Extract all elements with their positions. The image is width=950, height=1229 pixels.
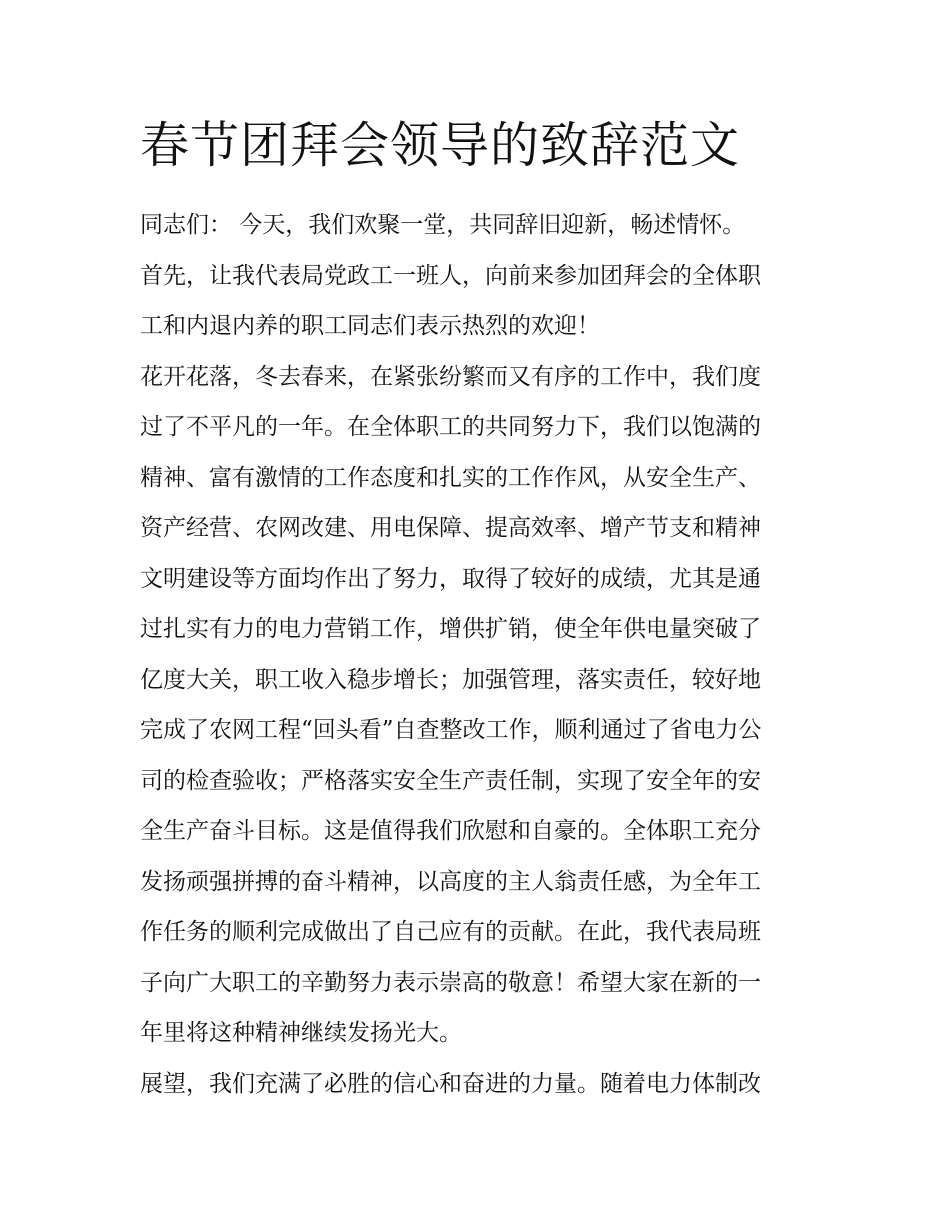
body-line: 完成了农网工程“回头看”自查整改工作，顺利通过了省电力公 (140, 717, 762, 743)
body-line: 资产经营、农网改建、用电保障、提高效率、增产节支和精神 (140, 515, 761, 541)
body-line: 司的检查验收；严格落实安全生产责任制，实现了安全年的安 (140, 767, 761, 794)
body-line: 发扬顽强拼搏的奋斗精神，以高度的主人翁责任感，为全年工 (140, 868, 761, 895)
body-line: 过扎实有力的电力营销工作，增供扩销，使全年供电量突破了 (140, 616, 761, 642)
body-line: 展望，我们充满了必胜的信心和奋进的力量。随着电力体制改 (140, 1070, 761, 1097)
body-line: 花开花落，冬去春来，在紧张纷繁而又有序的工作中，我们度 (140, 363, 761, 390)
body-line: 作任务的顺利完成做出了自己应有的贡献。在此，我代表局班 (140, 919, 761, 945)
body-line: 精神、富有激情的工作态度和扎实的工作作风，从安全生产、 (140, 464, 761, 491)
body-line: 工和内退内养的职工同志们表示热烈的欢迎！ (140, 313, 600, 339)
body-line: 子向广大职工的辛勤努力表示崇高的敬意！希望大家在新的一 (140, 969, 761, 996)
body-line: 亿度大关，职工收入稳步增长；加强管理，落实责任，较好地 (140, 666, 761, 693)
document-body (140, 200, 820, 1109)
body-line: 年里将这种精神继续发扬光大。 (140, 1020, 462, 1046)
body-line: 过了不平凡的一年。在全体职工的共同努力下，我们以饱满的 (140, 414, 761, 440)
document-title: 春节团拜会领导的致辞范文 (140, 117, 741, 174)
body-line: 首先，让我代表局党政工一班人，向前来参加团拜会的全体职 (140, 262, 761, 289)
body-line: 全生产奋斗目标。这是值得我们欣慰和自豪的。全体职工充分 (140, 818, 761, 844)
body-line: 同志们： 今天，我们欢聚一堂，共同辞旧迎新，畅述情怀。 (140, 212, 746, 238)
body-line: 文明建设等方面均作出了努力，取得了较好的成绩，尤其是通 (140, 565, 761, 592)
